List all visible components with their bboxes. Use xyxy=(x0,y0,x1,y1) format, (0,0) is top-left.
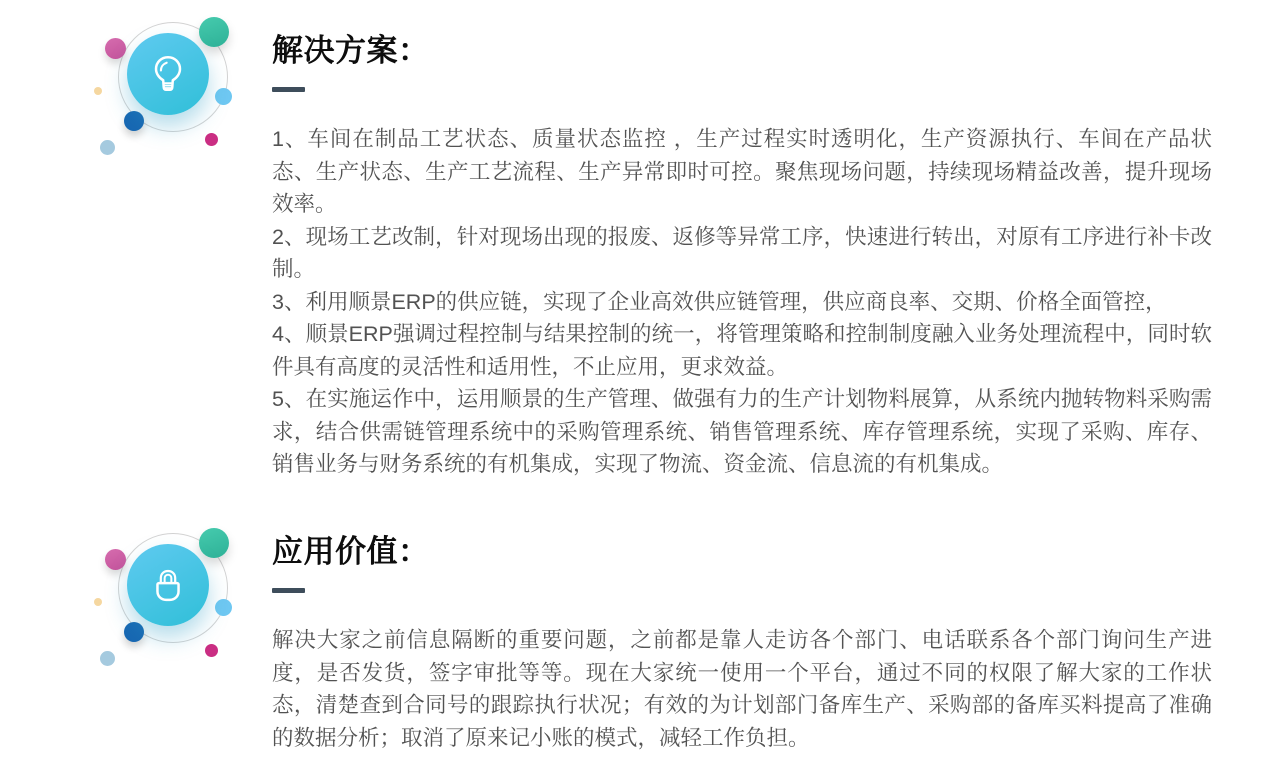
lightbulb-badge xyxy=(127,33,209,115)
value-content xyxy=(272,534,1212,754)
magenta-dot xyxy=(205,644,218,657)
teal-dot xyxy=(199,17,229,47)
solution-point: 1、车间在制品工艺状态、质量状态监控 ，生产过程实时透明化，生产资源执行、车间在产品状态、生产状态、生产工艺流程、生产异常即时可控。聚焦现场问题，持续现场精益改善，提升现场效率。 xyxy=(272,127,1212,216)
heading-underline xyxy=(272,588,305,593)
solution-point: 3、利用顺景ERP的供应链，实现了企业高效供应链管理，供应商良率、交期、价格全面管控， xyxy=(272,289,1167,314)
magenta-dot xyxy=(205,133,218,146)
dark-blue-dot xyxy=(124,622,144,642)
teal-dot xyxy=(199,528,229,558)
dark-blue-dot xyxy=(124,111,144,131)
blue-gray-dot xyxy=(100,651,115,666)
value-paragraph: 解决大家之前信息隔断的重要问题，之前都是靠人走访各个部门、电话联系各个部门询问生产进度，是否发货，签字审批等等。现在大家统一使用一个平台，通过不同的权限了解大家的工作状态，清楚查到合同号的跟踪执行状况；有效的为计划部门备库生产、采购部的备库买料提高了准确的数据分析；取消了原来记小账的模式，减轻工作负担。 xyxy=(272,628,1212,750)
lightbulb-icon xyxy=(145,51,191,97)
pink-dot xyxy=(105,549,126,570)
value-paragraphs xyxy=(272,624,1212,754)
cream-dot xyxy=(94,598,102,606)
solution-point: 2、现场工艺改制，针对现场出现的报废、返修等异常工序，快速进行转出，对原有工序进行补卡改制。 xyxy=(272,224,1212,281)
lock-icon xyxy=(145,562,191,608)
solution-content xyxy=(272,33,1212,481)
solution-paragraphs xyxy=(272,123,1212,481)
solution-icon-cluster xyxy=(85,14,245,174)
solution-heading: 解决方案： xyxy=(272,33,430,68)
value-icon-cluster xyxy=(85,525,245,685)
light-blue-dot xyxy=(215,599,232,616)
solution-point: 5、在实施运作中，运用顺景的生产管理、做强有力的生产计划物料展算，从系统内抛转物料采购需求，结合供需链管理系统中的采购管理系统、销售管理系统、库存管理系统，实现了采购、库存、销售业务与财务系统的有机集成，实现了物流、资金流、信息流的有机集成。 xyxy=(272,387,1212,476)
lock-badge xyxy=(127,544,209,626)
blue-gray-dot xyxy=(100,140,115,155)
value-heading: 应用价值： xyxy=(272,534,430,569)
cream-dot xyxy=(94,87,102,95)
solution-point: 4、顺景ERP强调过程控制与结果控制的统一，将管理策略和控制制度融入业务处理流程中，同时软件具有高度的灵活性和适用性，不止应用，更求效益。 xyxy=(272,322,1212,379)
heading-underline xyxy=(272,87,305,92)
pink-dot xyxy=(105,38,126,59)
light-blue-dot xyxy=(215,88,232,105)
